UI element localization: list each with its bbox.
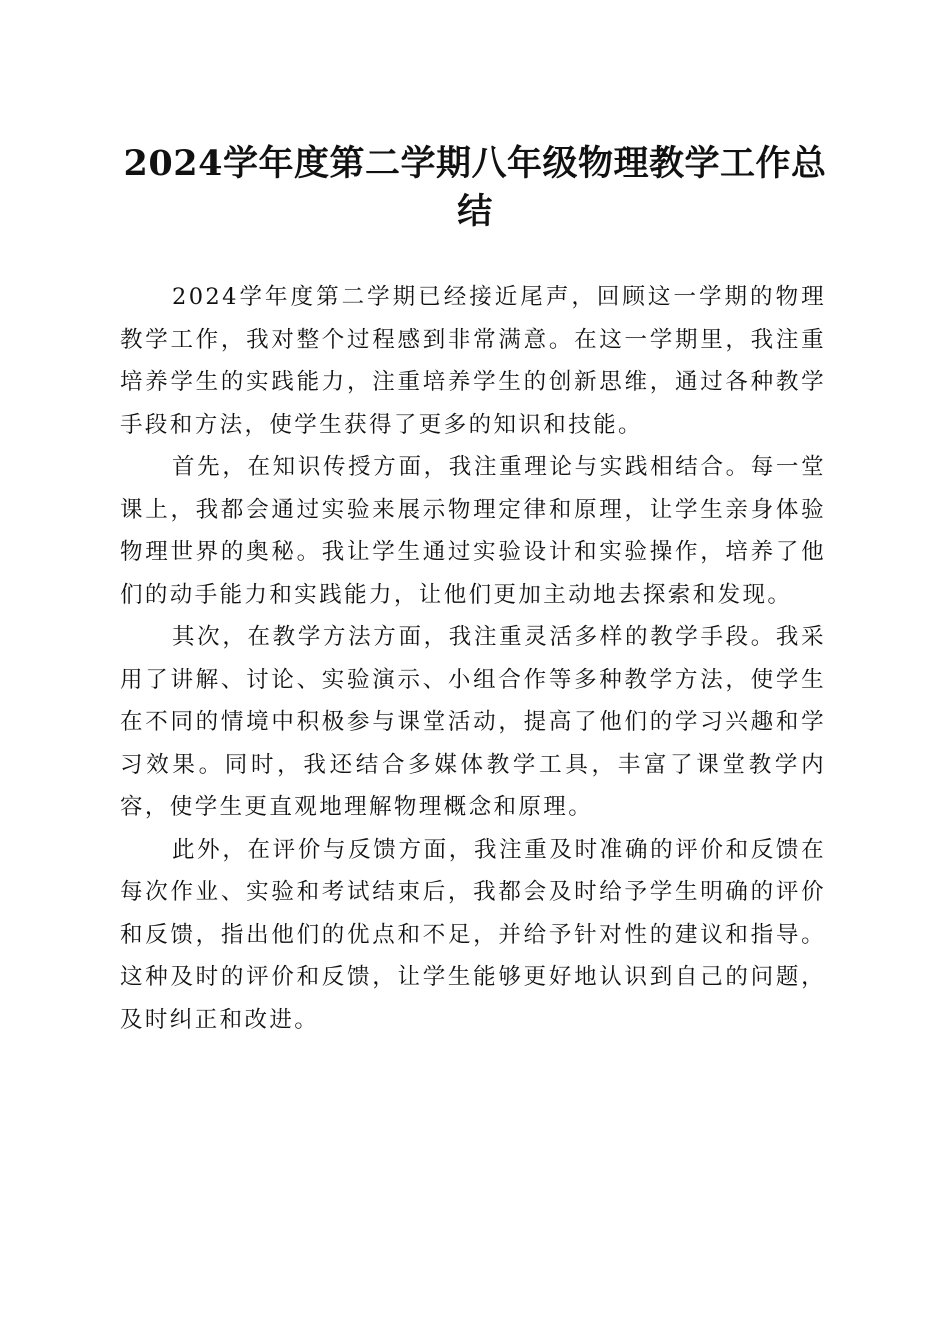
paragraph-intro: 2024学年度第二学期已经接近尾声，回顾这一学期的物理教学工作，我对整个过程感到非常满意。在这一学期里，我注重培养学生的实践能力，注重培养学生的创新思维，通过各种教学手段和方法，使学生获得了更多的知识和技能。 (120, 284, 826, 438)
paragraph-evaluation-feedback: 此外，在评价与反馈方面，我注重及时准确的评价和反馈在每次作业、实验和考试结束后，我都会及时给予学生明确的评价和反馈，指出他们的优点和不足，并给予针对性的建议和指导。这种及时的评价和反馈，让学生能够更好地认识到自己的问题，及时纠正和改进。 (120, 836, 826, 1033)
paragraph-teaching-methods: 其次，在教学方法方面，我注重灵活多样的教学手段。我采用了讲解、讨论、实验演示、小组合作等多种教学方法，使学生在不同的情境中积极参与课堂活动，提高了他们的学习兴趣和学习效果。同时，我还结合多媒体教学工具，丰富了课堂教学内容，使学生更直观地理解物理概念和原理。 (120, 624, 826, 820)
document-title: 2024学年度第二学期八年级物理教学工作总结 (123, 143, 827, 232)
paragraph-knowledge-teaching: 首先，在知识传授方面，我注重理论与实践相结合。每一堂课上，我都会通过实验来展示物理定律和原理，让学生亲身体验物理世界的奥秘。我让学生通过实验设计和实验操作，培养了他们的动手能力和实践能力，让他们更加主动地去探索和发现。 (120, 454, 826, 608)
document-body (120, 276, 826, 1041)
